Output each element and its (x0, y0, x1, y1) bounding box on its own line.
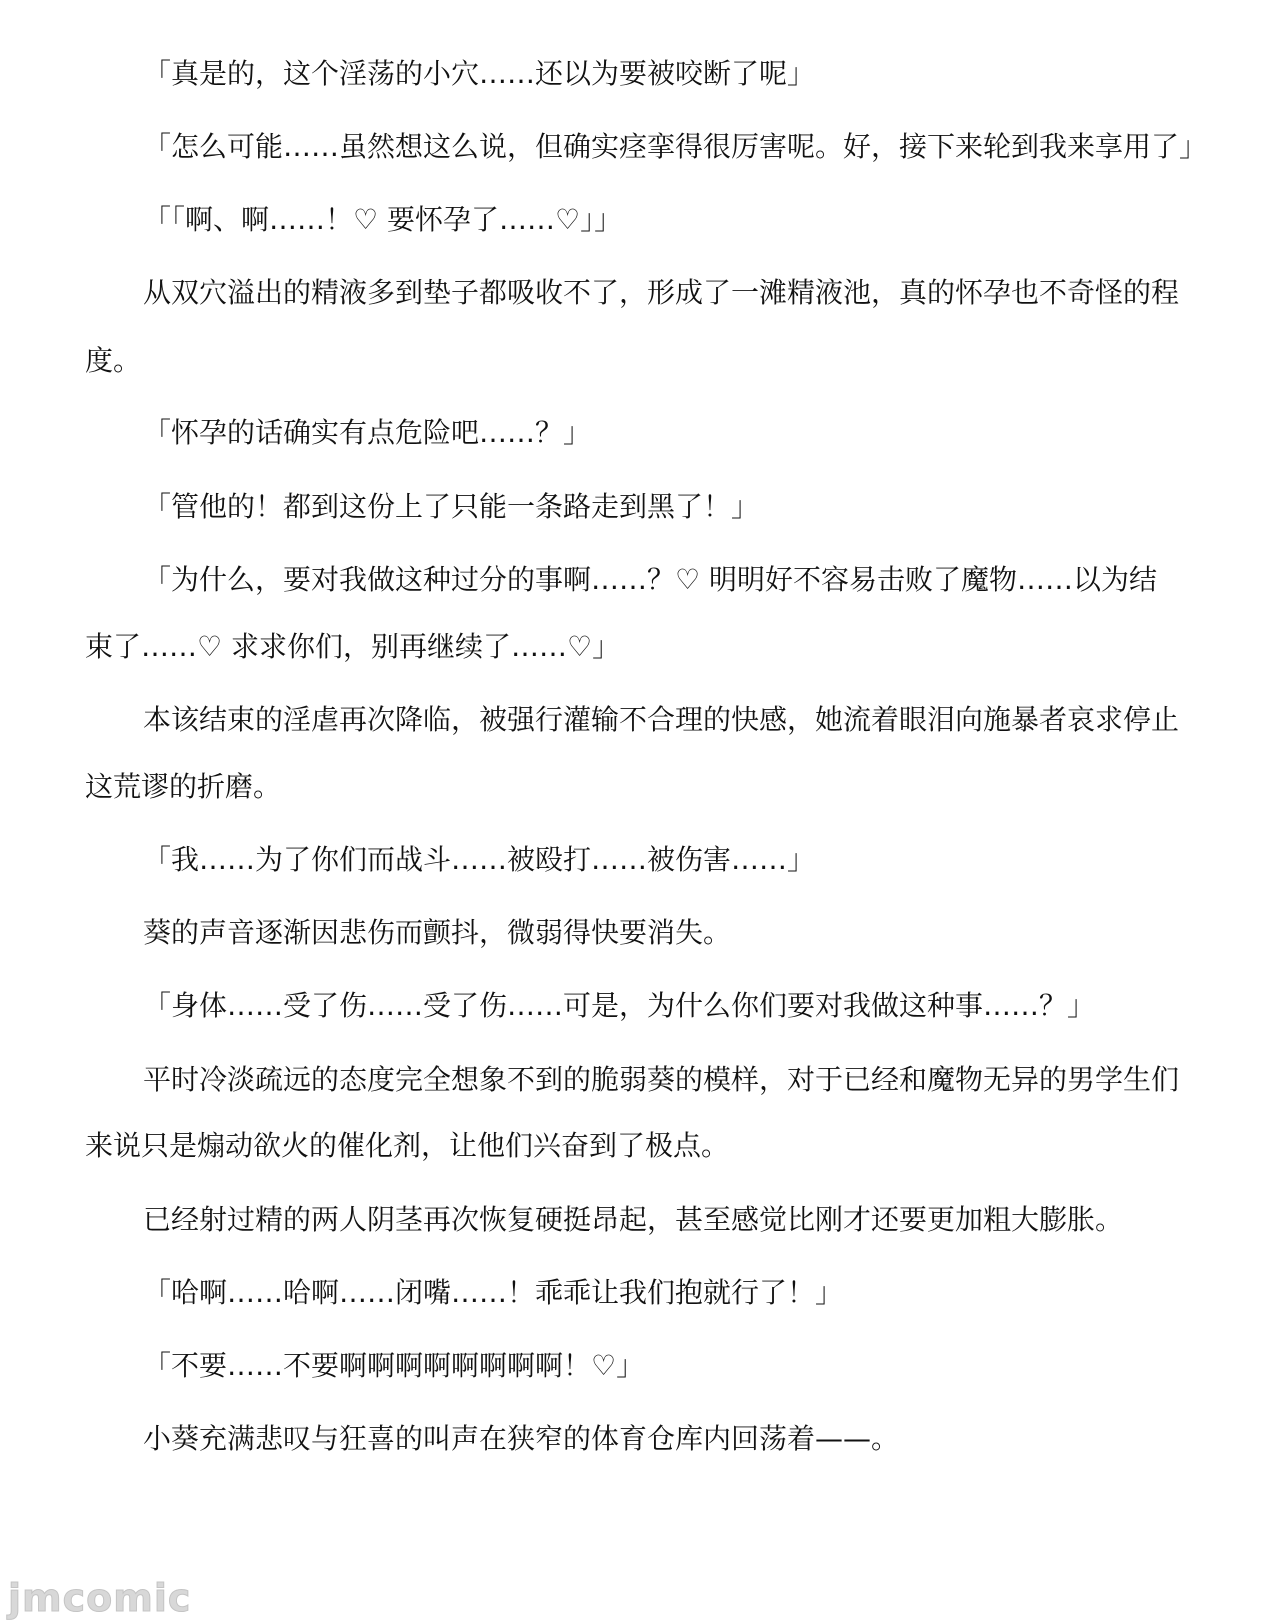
text-line: 平时冷淡疏远的态度完全想象不到的脆弱葵的模样，对于已经和魔物无异的男学生们 (143, 1063, 1180, 1096)
text-line: 「「啊、啊……！♡ 要怀孕了……♡」」 (143, 203, 623, 236)
text-line: 「管他的！都到这份上了只能一条路走到黑了！」 (143, 490, 760, 523)
text-line: 「为什么，要对我做这种过分的事啊……？♡ 明明好不容易击败了魔物……以为结 (143, 563, 1158, 596)
text-line: 束了……♡ 求求你们，别再继续了……♡」 (85, 630, 621, 663)
text-line: 本该结束的淫虐再次降临，被强行灌输不合理的快感，她流着眼泪向施暴者哀求停止 (143, 703, 1180, 736)
text-line: 「真是的，这个淫荡的小穴……还以为要被咬断了呢」 (143, 57, 816, 90)
text-line: 「我……为了你们而战斗……被殴打……被伤害……」 (143, 843, 816, 876)
text-line: 度。 (85, 344, 142, 377)
text-line: 「怎么可能……虽然想这么说，但确实痉挛得很厉害呢。好，接下来轮到我来享用了」 (143, 130, 1208, 163)
text-line: 葵的声音逐渐因悲伤而颤抖，微弱得快要消失。 (143, 916, 732, 949)
text-line: 「身体……受了伤……受了伤……可是，为什么你们要对我做这种事……？」 (143, 989, 1096, 1022)
text-line: 「怀孕的话确实有点危险吧……？」 (143, 416, 592, 449)
text-line: 小葵充满悲叹与狂喜的叫声在狭窄的体育仓库内回荡着——。 (143, 1422, 900, 1455)
text-line: 已经射过精的两人阴茎再次恢复硬挺昂起，甚至感觉比刚才还要更加粗大膨胀。 (143, 1203, 1124, 1236)
watermark-logo: jmcomic (8, 1576, 192, 1620)
text-line: 「哈啊……哈啊……闭嘴……！乖乖让我们抱就行了！」 (143, 1276, 844, 1309)
text-line: 「不要……不要啊啊啊啊啊啊啊啊！♡」 (143, 1349, 645, 1382)
text-line: 来说只是煽动欲火的催化剂，让他们兴奋到了极点。 (85, 1129, 730, 1162)
text-line: 从双穴溢出的精液多到垫子都吸收不了，形成了一滩精液池，真的怀孕也不奇怪的程 (143, 276, 1180, 309)
text-line: 这荒谬的折磨。 (85, 770, 282, 803)
